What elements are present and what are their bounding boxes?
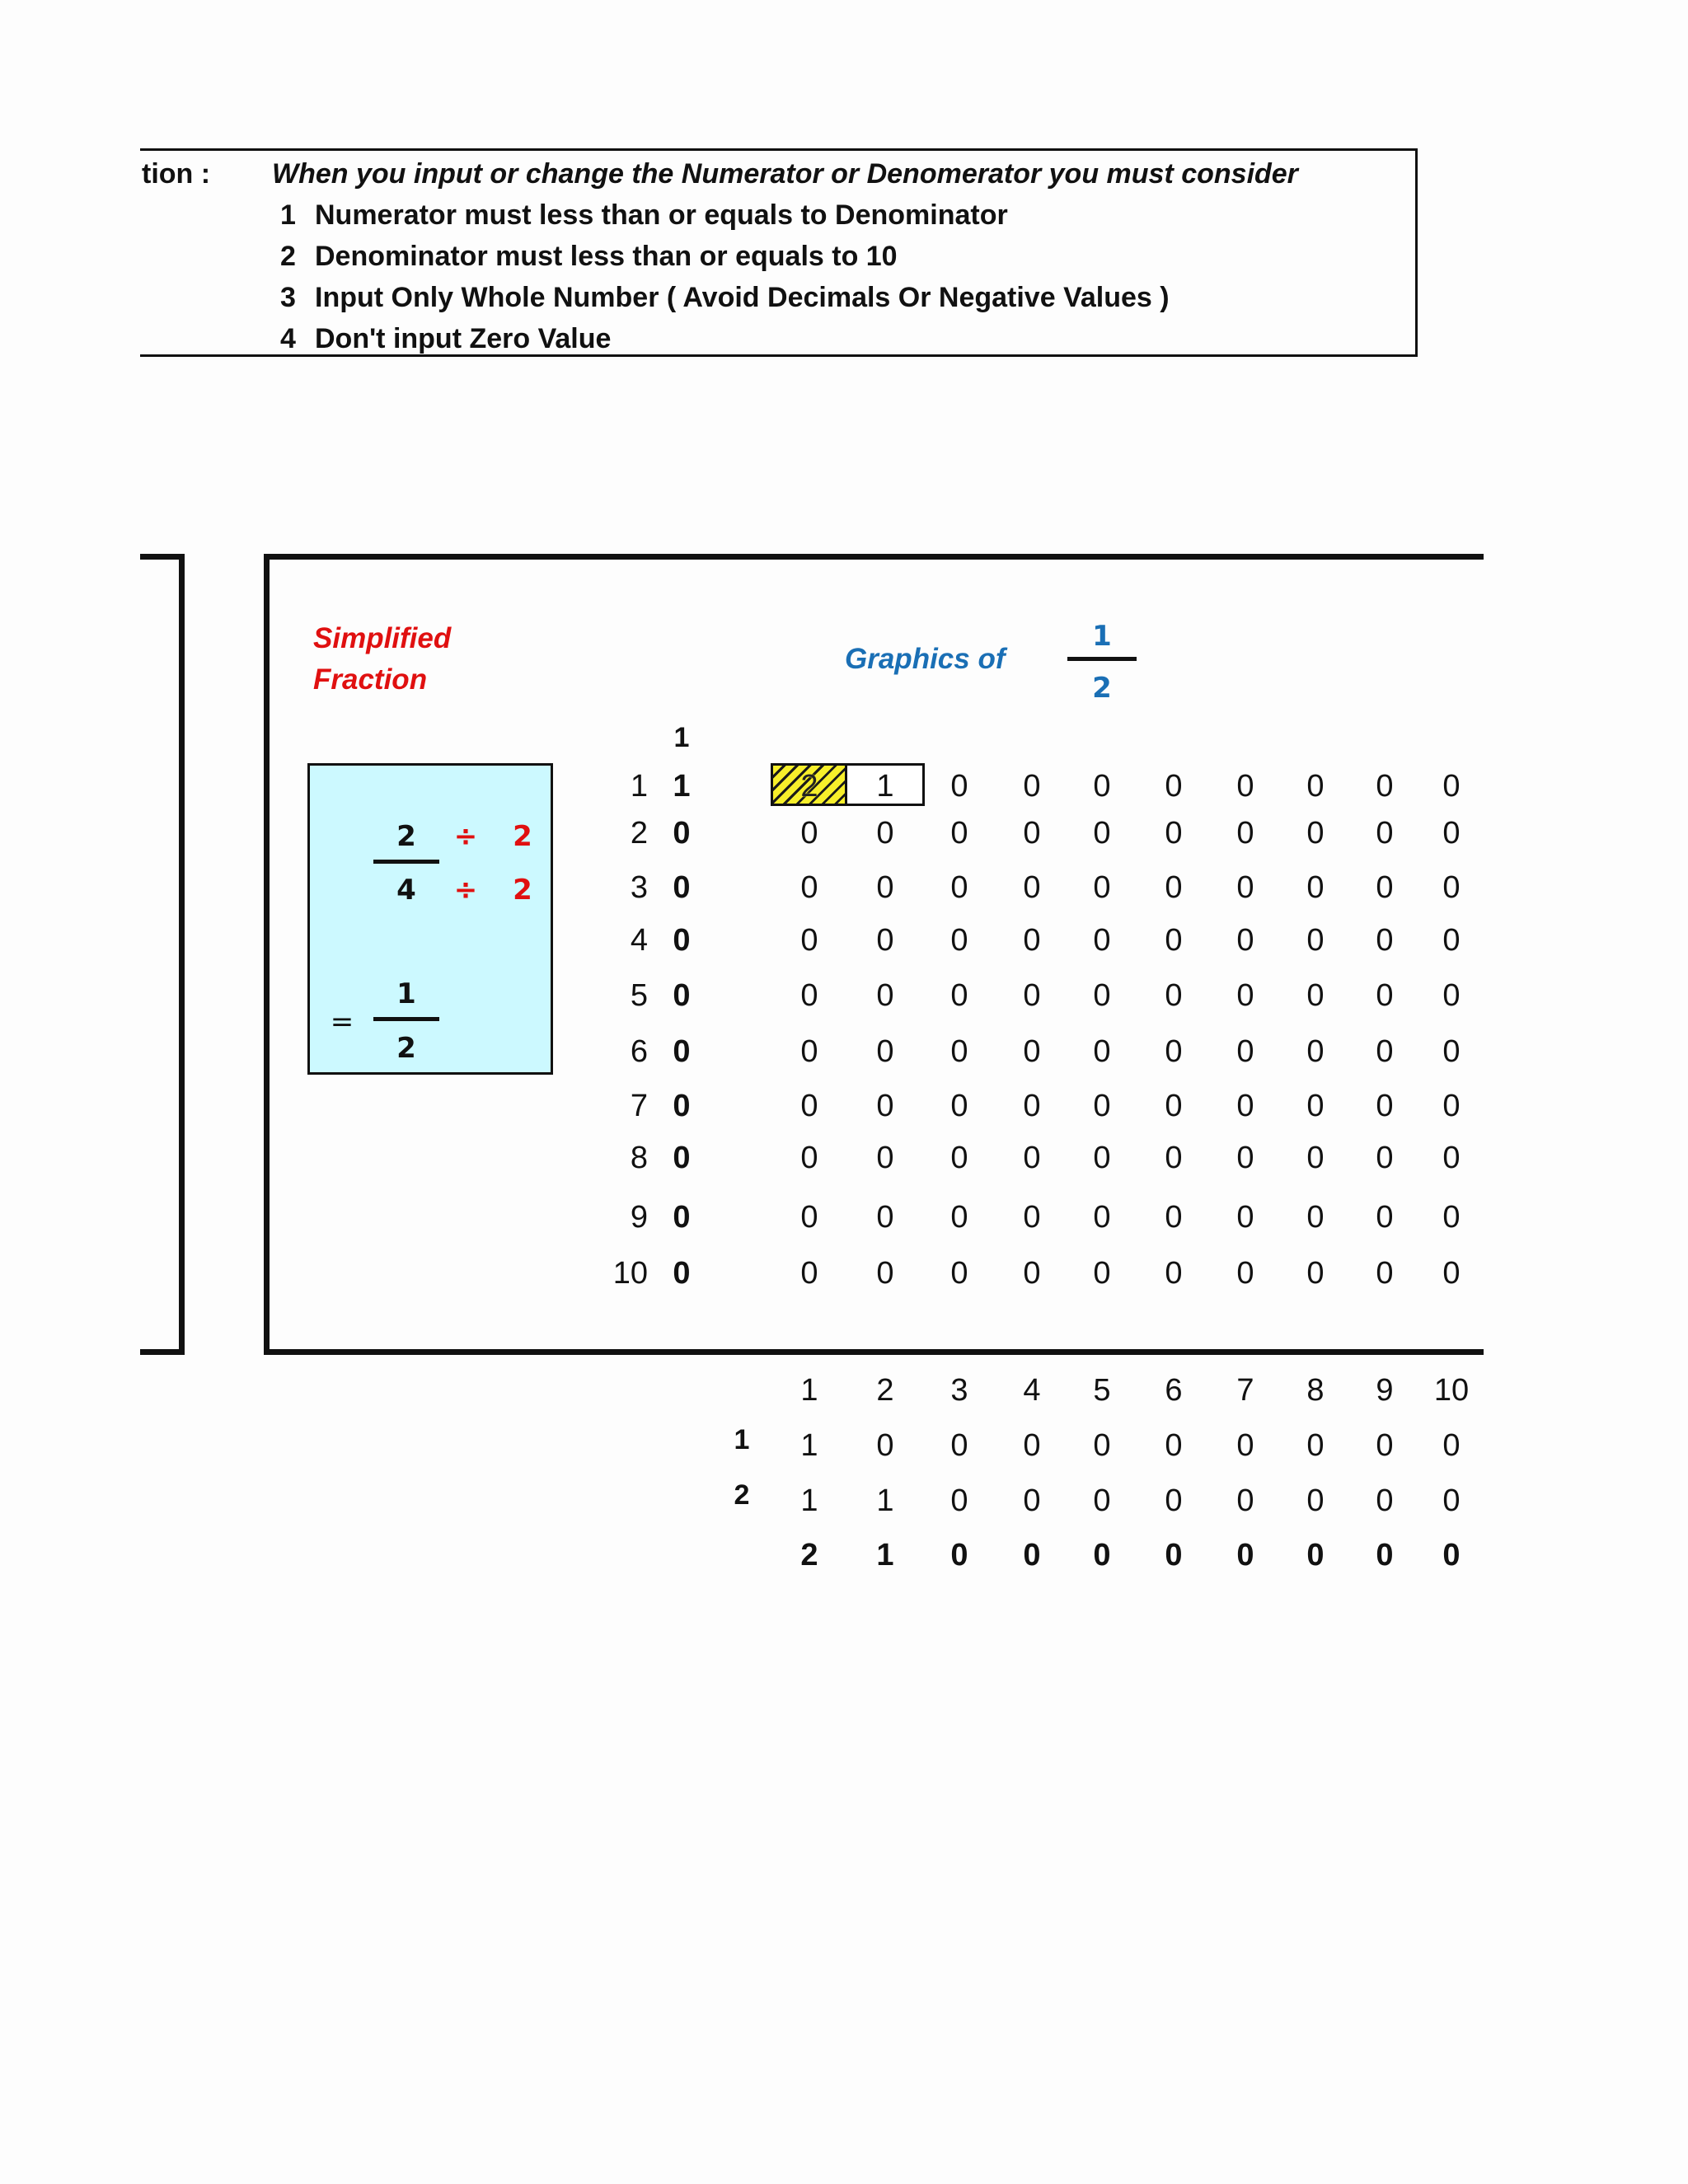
summary-cell: 0 — [1165, 1483, 1183, 1518]
grid-cell: 0 — [876, 1256, 894, 1291]
summary-cell: 0 — [1442, 1428, 1461, 1463]
grid-row-flag: 0 — [673, 923, 691, 958]
summary-total-cell: 0 — [1165, 1538, 1183, 1572]
grid-cell: 0 — [1376, 870, 1394, 905]
grid-cell: 0 — [1442, 978, 1461, 1013]
grid-row-number: 8 — [630, 1141, 648, 1175]
rule-number: 4 — [280, 323, 296, 354]
grid-cell: 0 — [1442, 1089, 1461, 1123]
summary-total-cell: 1 — [876, 1538, 894, 1572]
simp-result-numerator: 1 — [396, 977, 416, 1010]
grid-cell: 0 — [1306, 816, 1325, 851]
simp-divisor-top: 2 — [513, 820, 532, 853]
grid-cell: 0 — [1023, 1141, 1041, 1175]
grid-cell: 0 — [950, 1256, 968, 1291]
grid-row-flag: 0 — [673, 1200, 691, 1235]
grid-cell: 0 — [1306, 923, 1325, 958]
grid-cell: 0 — [1023, 923, 1041, 958]
summary-total-cell: 2 — [800, 1538, 818, 1572]
grid-cell: 0 — [1236, 1256, 1254, 1291]
grid-cell: 0 — [1093, 870, 1111, 905]
summary-total-cell: 0 — [1376, 1538, 1394, 1572]
grid-header-top: 1 — [673, 722, 690, 753]
grid-cell: 0 — [1165, 978, 1183, 1013]
rule-text: Input Only Whole Number ( Avoid Decimals Or Negative Values ) — [315, 282, 1170, 313]
grid-cell: 0 — [950, 1034, 968, 1069]
grid-cell: 0 — [1236, 769, 1254, 804]
grid-cell: 0 — [1165, 1200, 1183, 1235]
summary-col-header: 5 — [1093, 1373, 1111, 1408]
grid-cell: 0 — [800, 870, 818, 905]
grid-cell: 0 — [1376, 816, 1394, 851]
grid-cell: 0 — [1376, 1089, 1394, 1123]
summary-cell: 0 — [1093, 1428, 1111, 1463]
summary-col-header: 10 — [1433, 1373, 1470, 1408]
grid-cell: 0 — [1165, 1089, 1183, 1123]
simp-equals: = — [330, 1005, 354, 1038]
grid-row-flag: 0 — [673, 1089, 691, 1123]
grid-cell: 0 — [1165, 1141, 1183, 1175]
grid-cell: 1 — [876, 769, 894, 804]
grid-cell: 0 — [1442, 1141, 1461, 1175]
grid-cell: 0 — [950, 769, 968, 804]
grid-cell: 0 — [1442, 870, 1461, 905]
summary-cell: 0 — [1306, 1428, 1325, 1463]
graphics-denominator: 2 — [1092, 672, 1112, 705]
grid-cell: 0 — [800, 978, 818, 1013]
grid-cell: 0 — [1093, 816, 1111, 851]
grid-cell: 0 — [876, 1034, 894, 1069]
grid-cell: 0 — [800, 1200, 818, 1235]
grid-cell: 0 — [1093, 1200, 1111, 1235]
grid-cell: 0 — [800, 923, 818, 958]
grid-cell: 0 — [1306, 1200, 1325, 1235]
summary-cell: 0 — [950, 1428, 968, 1463]
summary-cell: 0 — [1165, 1428, 1183, 1463]
simplified-label-line1: Simplified — [313, 622, 452, 654]
grid-cell: 0 — [800, 816, 818, 851]
grid-row-number: 2 — [630, 816, 648, 851]
grid-cell: 0 — [1093, 1256, 1111, 1291]
grid-row-number: 9 — [630, 1200, 648, 1235]
grid-cell: 0 — [1376, 1200, 1394, 1235]
left-frame — [140, 554, 185, 1355]
grid-cell: 0 — [1442, 923, 1461, 958]
grid-cell: 0 — [1165, 816, 1183, 851]
summary-cell: 0 — [1442, 1483, 1461, 1518]
grid-cell: 0 — [1306, 1141, 1325, 1175]
summary-cell: 0 — [1306, 1483, 1325, 1518]
summary-col-header: 4 — [1023, 1373, 1041, 1408]
grid-row-number: 6 — [630, 1034, 648, 1069]
simp-fraction-bar — [373, 860, 439, 864]
instructions-heading: When you input or change the Numerator or Denomerator you must consider — [272, 158, 1298, 190]
grid-cell: 0 — [1023, 1200, 1041, 1235]
grid-cell: 0 — [1093, 978, 1111, 1013]
grid-cell: 0 — [876, 923, 894, 958]
grid-row-flag: 0 — [673, 816, 691, 851]
summary-row-label: 2 — [734, 1479, 750, 1511]
summary-col-header: 9 — [1376, 1373, 1394, 1408]
grid-cell: 0 — [1306, 978, 1325, 1013]
summary-cell: 0 — [1376, 1428, 1394, 1463]
grid-row-flag: 1 — [673, 769, 691, 804]
graphics-label: Graphics of — [845, 643, 1006, 675]
simp-divide-sign-bottom: ÷ — [453, 874, 478, 907]
summary-total-cell: 0 — [1236, 1538, 1254, 1572]
summary-total-cell: 0 — [950, 1538, 968, 1572]
grid-cell: 0 — [1023, 870, 1041, 905]
grid-cell: 0 — [800, 1034, 818, 1069]
grid-cell: 0 — [1236, 978, 1254, 1013]
grid-cell: 0 — [1236, 816, 1254, 851]
grid-cell: 0 — [950, 1089, 968, 1123]
summary-cell: 0 — [1023, 1483, 1041, 1518]
grid-row-flag: 0 — [673, 1034, 691, 1069]
simplified-label-line2: Fraction — [313, 663, 428, 696]
grid-row-flag: 0 — [673, 1141, 691, 1175]
grid-cell: 0 — [1376, 769, 1394, 804]
grid-cell: 0 — [1165, 923, 1183, 958]
grid-cell: 0 — [950, 870, 968, 905]
grid-row-number: 1 — [630, 769, 648, 804]
grid-cell: 0 — [1165, 769, 1183, 804]
summary-total-cell: 0 — [1093, 1538, 1111, 1572]
graphics-numerator: 1 — [1092, 620, 1112, 653]
summary-cell: 0 — [1023, 1428, 1041, 1463]
grid-cell: 0 — [1442, 1256, 1461, 1291]
summary-cell: 0 — [950, 1483, 968, 1518]
summary-total-cell: 0 — [1442, 1538, 1461, 1572]
grid-cell: 0 — [800, 1141, 818, 1175]
summary-cell: 1 — [800, 1483, 818, 1518]
grid-cell: 0 — [1165, 1256, 1183, 1291]
grid-cell: 0 — [1376, 1141, 1394, 1175]
summary-row-label: 1 — [734, 1424, 750, 1455]
simp-divide-sign-top: ÷ — [453, 820, 478, 853]
grid-cell: 0 — [1023, 769, 1041, 804]
grid-cell: 0 — [1093, 1089, 1111, 1123]
grid-cell: 0 — [1236, 1089, 1254, 1123]
grid-cell: 0 — [1376, 1256, 1394, 1291]
grid-cell: 0 — [1093, 1034, 1111, 1069]
grid-cell: 0 — [876, 816, 894, 851]
grid-cell: 0 — [1306, 1256, 1325, 1291]
grid-row-number: 7 — [630, 1089, 648, 1123]
grid-cell: 0 — [1306, 1034, 1325, 1069]
grid-cell: 0 — [950, 978, 968, 1013]
grid-cell: 0 — [1236, 1141, 1254, 1175]
grid-cell: 0 — [1236, 1200, 1254, 1235]
grid-cell: 0 — [1306, 870, 1325, 905]
grid-cell: 0 — [1023, 1034, 1041, 1069]
grid-cell: 0 — [1023, 1256, 1041, 1291]
grid-cell: 0 — [1023, 978, 1041, 1013]
grid-cell: 0 — [950, 923, 968, 958]
rule-number: 1 — [280, 199, 296, 231]
summary-total-cell: 0 — [1023, 1538, 1041, 1572]
simp-numerator: 2 — [396, 820, 416, 853]
grid-row-number: 4 — [630, 923, 648, 958]
grid-row-flag: 0 — [673, 870, 691, 905]
rule-text: Denominator must less than or equals to 10 — [315, 241, 898, 272]
grid-cell: 0 — [950, 816, 968, 851]
summary-col-header: 8 — [1306, 1373, 1325, 1408]
grid-cell: 0 — [1165, 1034, 1183, 1069]
summary-cell: 1 — [800, 1428, 818, 1463]
rule-number: 3 — [280, 282, 296, 313]
simp-denominator: 4 — [396, 874, 416, 907]
grid-cell: 0 — [1442, 769, 1461, 804]
grid-cell: 0 — [1376, 923, 1394, 958]
grid-cell: 2 — [800, 769, 818, 804]
summary-cell: 0 — [876, 1428, 894, 1463]
summary-col-header: 2 — [876, 1373, 894, 1408]
grid-cell: 0 — [876, 870, 894, 905]
grid-cell: 0 — [1442, 1034, 1461, 1069]
grid-cell: 0 — [1442, 816, 1461, 851]
summary-cell: 1 — [876, 1483, 894, 1518]
rule-text: Numerator must less than or equals to Denominator — [315, 199, 1008, 231]
grid-cell: 0 — [1165, 870, 1183, 905]
summary-col-header: 1 — [800, 1373, 818, 1408]
grid-cell: 0 — [1376, 1034, 1394, 1069]
summary-col-header: 3 — [950, 1373, 968, 1408]
summary-col-header: 6 — [1165, 1373, 1183, 1408]
grid-row-number: 5 — [630, 978, 648, 1013]
grid-cell: 0 — [1093, 923, 1111, 958]
grid-cell: 0 — [1442, 1200, 1461, 1235]
grid-row-number: 10 — [612, 1256, 648, 1291]
grid-cell: 0 — [800, 1089, 818, 1123]
grid-row-flag: 0 — [673, 978, 691, 1013]
grid-cell: 0 — [800, 1256, 818, 1291]
summary-cell: 0 — [1093, 1483, 1111, 1518]
summary-col-header: 7 — [1236, 1373, 1254, 1408]
grid-cell: 0 — [1306, 769, 1325, 804]
instructions-label: tion : — [142, 158, 211, 190]
graphics-fraction-bar — [1067, 657, 1137, 661]
simp-result-bar — [373, 1017, 439, 1021]
rule-number: 2 — [280, 241, 296, 272]
grid-cell: 0 — [1093, 769, 1111, 804]
simp-result-denominator: 2 — [396, 1032, 416, 1065]
grid-cell: 0 — [876, 1089, 894, 1123]
summary-cell: 0 — [1236, 1428, 1254, 1463]
grid-cell: 0 — [1236, 870, 1254, 905]
grid-cell: 0 — [1023, 1089, 1041, 1123]
summary-total-cell: 0 — [1306, 1538, 1325, 1572]
grid-row-number: 3 — [630, 870, 648, 905]
summary-cell: 0 — [1236, 1483, 1254, 1518]
grid-cell: 0 — [1093, 1141, 1111, 1175]
grid-row-flag: 0 — [673, 1256, 691, 1291]
grid-cell: 0 — [1306, 1089, 1325, 1123]
simp-divisor-bottom: 2 — [513, 874, 532, 907]
grid-cell: 0 — [876, 978, 894, 1013]
summary-cell: 0 — [1376, 1483, 1394, 1518]
grid-cell: 0 — [1236, 1034, 1254, 1069]
grid-cell: 0 — [950, 1200, 968, 1235]
grid-cell: 0 — [1376, 978, 1394, 1013]
grid-cell: 0 — [1023, 816, 1041, 851]
grid-cell: 0 — [950, 1141, 968, 1175]
grid-cell: 0 — [1236, 923, 1254, 958]
grid-cell: 0 — [876, 1200, 894, 1235]
grid-cell: 0 — [876, 1141, 894, 1175]
rule-text: Don't input Zero Value — [315, 323, 612, 354]
